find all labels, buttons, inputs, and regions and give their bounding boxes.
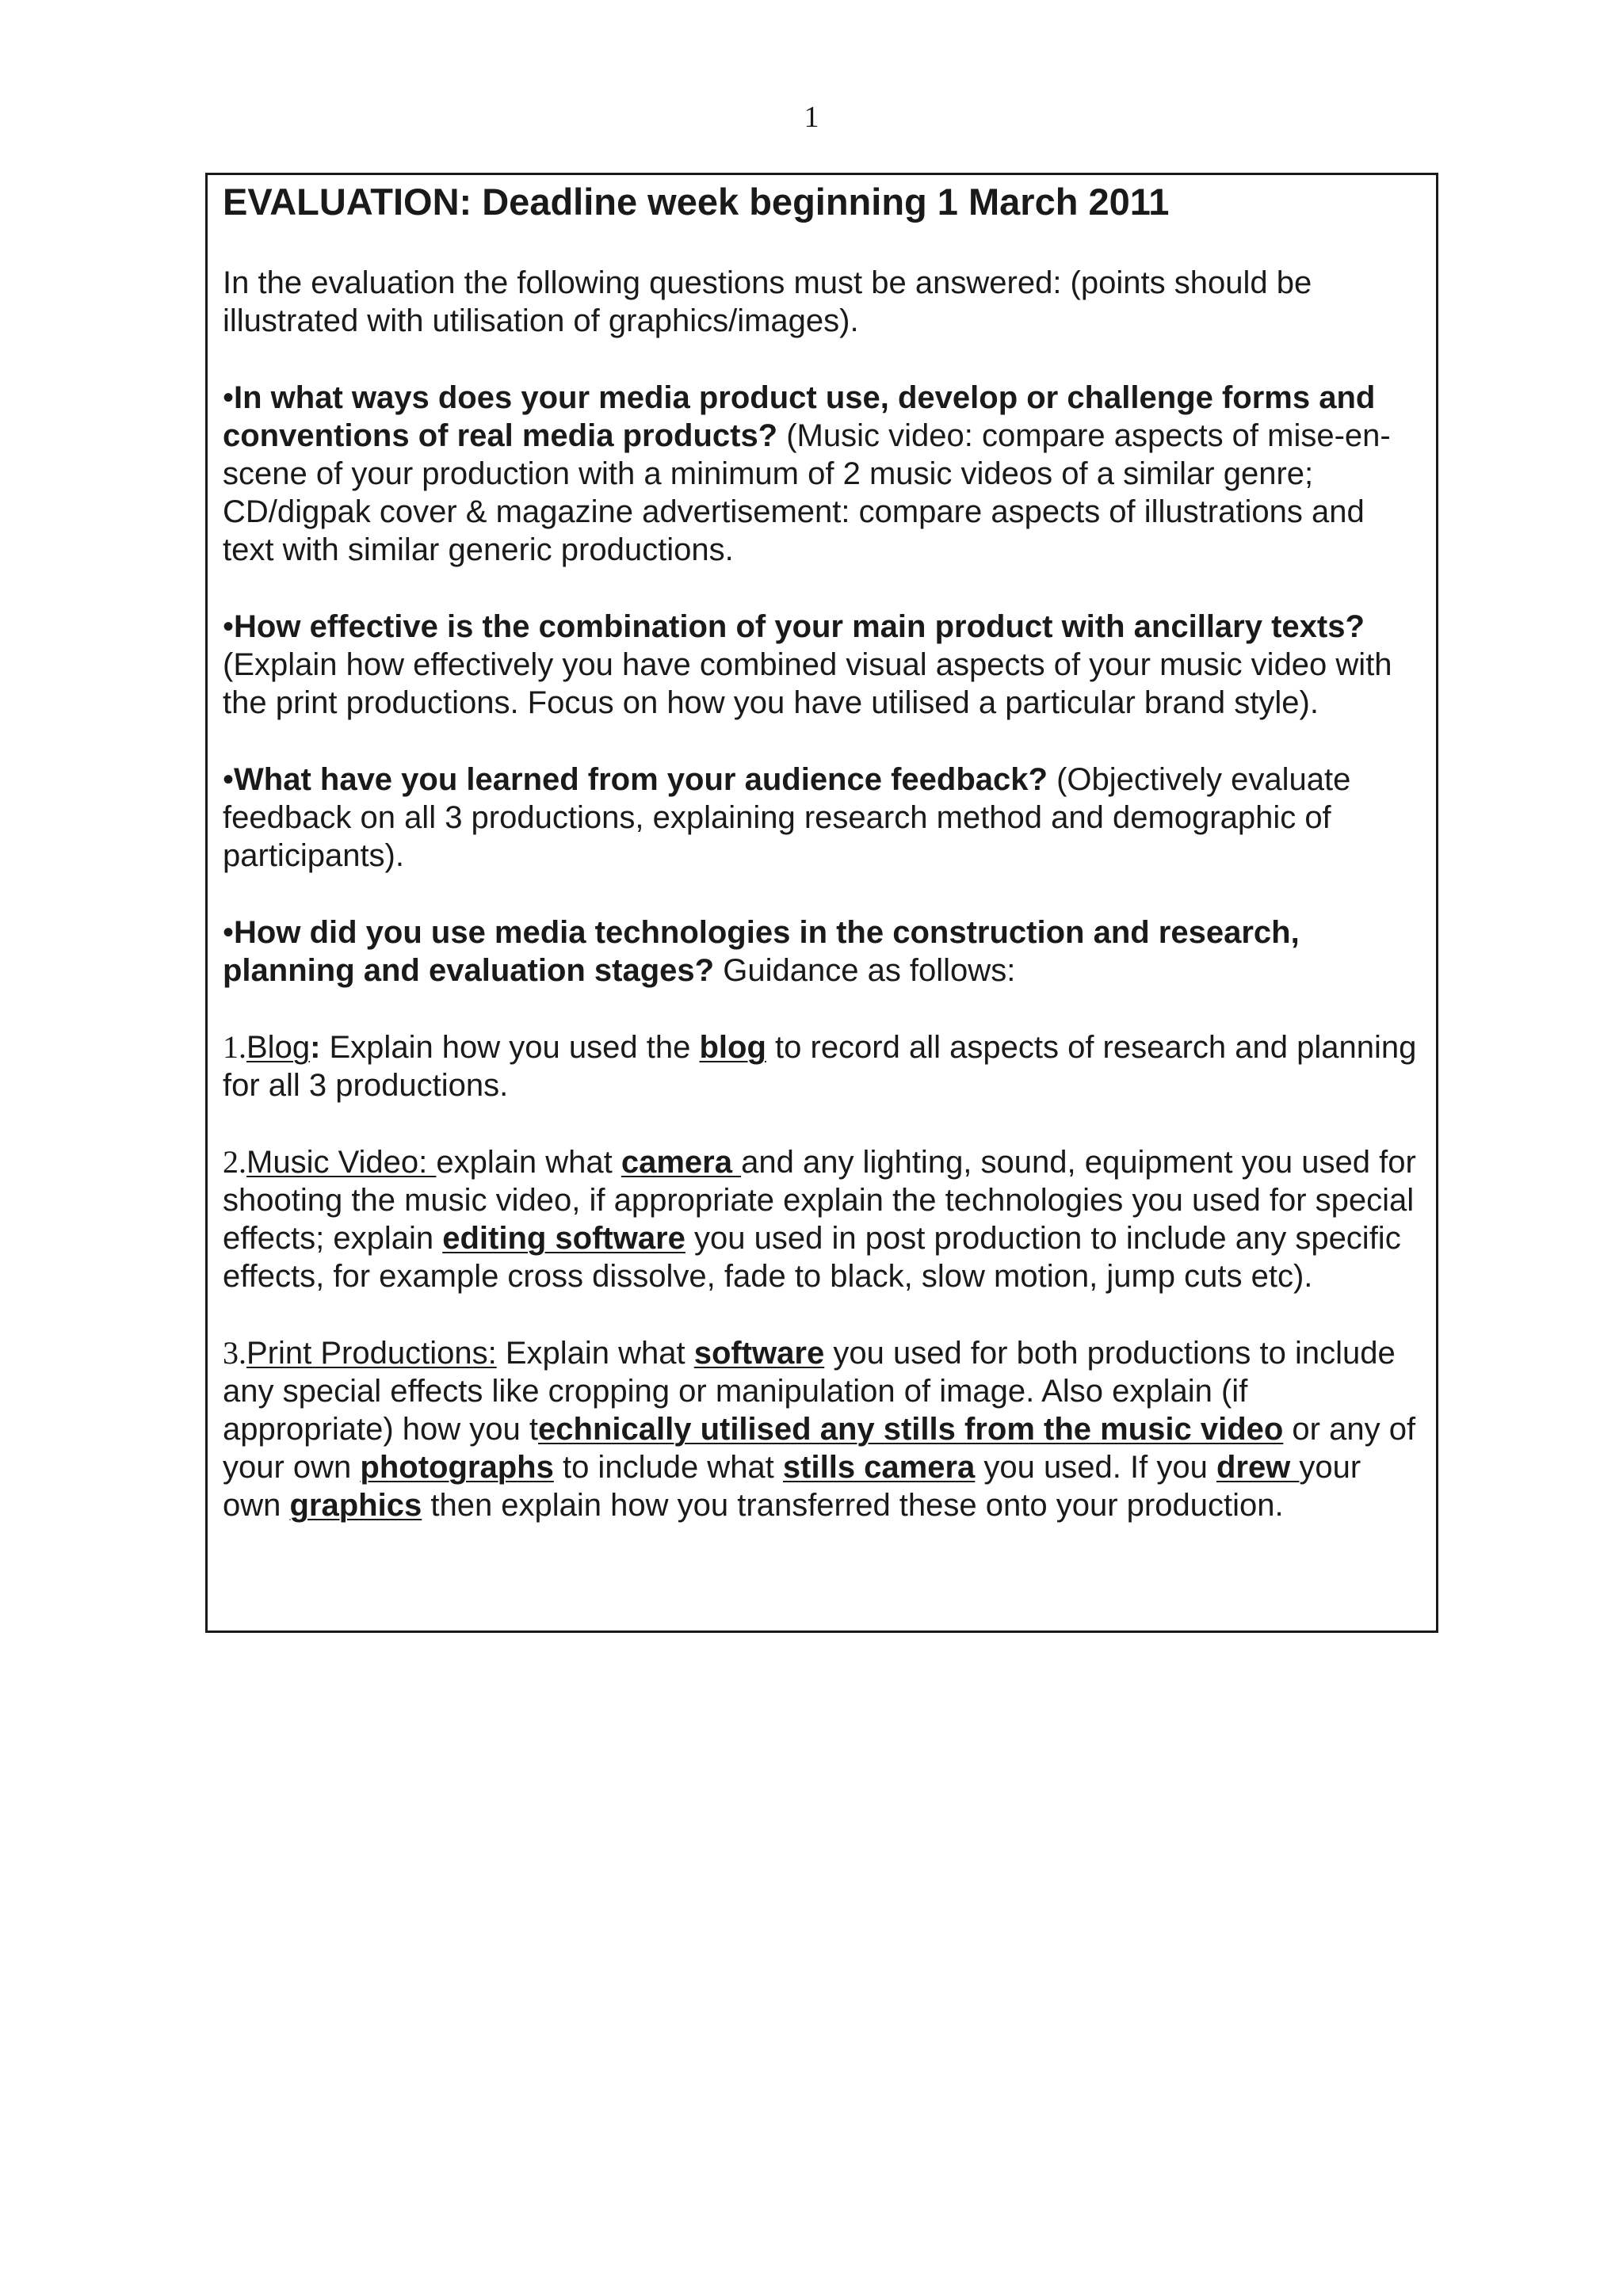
keyword: editing software xyxy=(442,1221,685,1256)
guidance-text: and any lighting, sound, equipment you used for shooting the music video, if appropriate explain the technologies you used for special effects; explain xyxy=(223,1145,1416,1256)
item-number: 1. xyxy=(223,1029,246,1065)
guidance-text: or any of your own xyxy=(223,1412,1416,1485)
question-guidance: (Explain how effectively you have combined visual aspects of your music video with the print productions. Focus on how you have utilised a particular brand style). xyxy=(223,647,1392,720)
guidance-text: then explain how you transferred these onto your production. xyxy=(422,1488,1284,1523)
keyword: blog xyxy=(699,1030,766,1065)
question-text: How effective is the combination of your main product with ancillary texts? xyxy=(234,609,1365,644)
keyword: echnically utilised any stills from the music video xyxy=(538,1412,1284,1447)
question-forms-conventions xyxy=(223,379,1419,569)
question-text: In what ways does your media product use, develop or challenge forms and conventions of real media products? xyxy=(223,380,1376,453)
question-guidance: Guidance as follows: xyxy=(714,953,1016,988)
page-number: 1 xyxy=(804,101,819,134)
keyword: camera xyxy=(621,1145,742,1180)
keyword: software xyxy=(693,1336,825,1371)
bullet: • xyxy=(223,380,235,415)
question-text: What have you learned from your audience feedback? xyxy=(234,762,1048,797)
guidance-text: your own xyxy=(223,1450,1361,1523)
question-guidance: (Music video: compare aspects of mise-en-scene of your production with a minimum of 2 music videos of a similar genre; CD/digpak cover & magazine advertisement: compare aspects of illustrations and text with similar generic productions. xyxy=(223,418,1391,567)
item-number: 3. xyxy=(223,1335,246,1371)
guidance-blog xyxy=(223,1028,1419,1104)
keyword: photographs xyxy=(360,1450,554,1485)
question-audience-feedback xyxy=(223,761,1419,875)
guidance-text: explain what xyxy=(436,1145,621,1180)
keyword: drew xyxy=(1216,1450,1300,1485)
bullet: • xyxy=(223,609,235,644)
keyword: stills camera xyxy=(782,1450,976,1485)
intro-paragraph: In the evaluation the following questions must be answered: (points should be illustrated with utilisation of graphics/images). xyxy=(223,265,1312,338)
question-media-technologies xyxy=(223,913,1419,990)
guidance-music-video xyxy=(223,1143,1419,1295)
item-number: 2. xyxy=(223,1144,246,1180)
guidance-text: you used in post production to include any specific effects, for example cross dissolve, fade to black, slow motion, jump cuts etc). xyxy=(223,1221,1401,1294)
item-label: Music Video: xyxy=(246,1145,437,1180)
question-ancillary-texts xyxy=(223,608,1419,722)
guidance-text: to record all aspects of research and planning for all 3 productions. xyxy=(223,1030,1417,1103)
question-text: How did you use media technologies in the construction and research, planning and evaluation stages? xyxy=(223,915,1300,988)
guidance-text: Explain what xyxy=(496,1336,694,1371)
bullet: • xyxy=(223,762,235,797)
guidance-text: you used for both productions to include any special effects like cropping or manipulation of image. Also explain (if appropriate) how you t xyxy=(223,1336,1396,1447)
keyword: graphics xyxy=(289,1488,422,1523)
evaluation-box xyxy=(205,173,1438,1633)
bullet: • xyxy=(223,915,235,950)
question-guidance: (Objectively evaluate feedback on all 3 productions, explaining research method and demographic of participants). xyxy=(223,762,1351,873)
guidance-text: Explain how you used the xyxy=(320,1030,700,1065)
item-colon: : xyxy=(310,1030,321,1065)
guidance-print-productions xyxy=(223,1334,1419,1524)
doc-title: EVALUATION: Deadline week beginning 1 March 2011 xyxy=(223,181,1170,223)
guidance-text: to include what xyxy=(553,1450,783,1485)
item-label: Print Productions: xyxy=(246,1336,497,1371)
guidance-text: you used. If you xyxy=(975,1450,1216,1485)
item-label: Blog xyxy=(246,1030,311,1065)
